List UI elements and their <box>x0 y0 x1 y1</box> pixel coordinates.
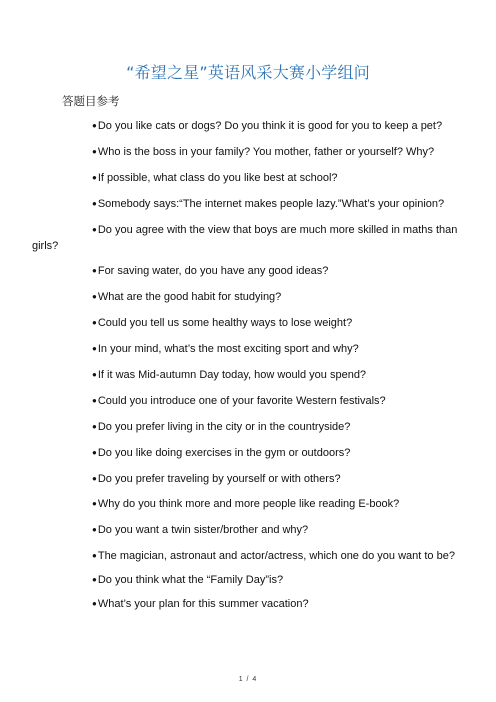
question-text: If possible, what class do you like best at school? <box>97 171 338 184</box>
bullet-icon: ● <box>92 473 97 483</box>
bullet-icon: ● <box>92 266 97 276</box>
question-text: Could you tell us some healthy ways to lose weight? <box>97 317 353 330</box>
question-item <box>32 315 468 331</box>
question-text: Do you agree with the view that boys are much more skilled in maths than girls? <box>32 223 458 252</box>
question-text: Do you like doing exercises in the gym or outdoors? <box>97 446 351 459</box>
question-item <box>32 548 468 564</box>
bullet-icon: ● <box>92 370 97 380</box>
bullet-icon: ● <box>92 575 97 585</box>
question-item <box>32 445 468 461</box>
question-text: What are the good habit for studying? <box>97 291 282 304</box>
bullet-icon: ● <box>92 292 97 302</box>
question-text: In your mind, what’s the most exciting sport and why? <box>97 343 359 356</box>
bullet-icon: ● <box>92 551 97 561</box>
question-item <box>32 263 468 279</box>
question-item <box>32 196 468 212</box>
question-text: Do you want a twin sister/brother and why? <box>97 524 309 537</box>
bullet-icon: ● <box>92 447 97 457</box>
question-item <box>32 496 468 512</box>
question-item <box>32 522 468 538</box>
bullet-icon: ● <box>92 499 97 509</box>
question-item <box>32 341 468 357</box>
question-text: What’s your plan for this summer vacation? <box>97 598 309 611</box>
bullet-icon: ● <box>92 172 97 182</box>
question-item <box>32 596 468 612</box>
bullet-icon: ● <box>92 344 97 354</box>
question-text: Do you think what the “Family Day”is? <box>97 574 284 587</box>
question-item <box>32 170 468 186</box>
question-text: Do you like cats or dogs? Do you think it is good for you to keep a pet? <box>97 120 443 132</box>
bullet-icon: ● <box>92 318 97 328</box>
bullet-icon: ● <box>92 146 97 156</box>
question-item <box>32 118 468 134</box>
question-item <box>32 289 468 305</box>
question-item <box>32 572 468 588</box>
question-list <box>32 118 468 620</box>
question-text: Could you introduce one of your favorite Western festivals? <box>97 394 386 407</box>
question-text: Do you prefer traveling by yourself or with others? <box>97 472 341 485</box>
bullet-icon: ● <box>92 198 97 208</box>
bullet-icon: ● <box>92 421 97 431</box>
question-text: The magician, astronaut and actor/actress, which one do you want to be? <box>97 550 455 563</box>
document-subtitle: 答题目参考 <box>62 94 120 108</box>
question-item <box>32 471 468 487</box>
bullet-icon: ● <box>92 395 97 405</box>
question-item <box>32 144 468 160</box>
question-item <box>32 393 468 409</box>
question-text: Why do you think more and more people like reading E-book? <box>97 498 400 511</box>
bullet-icon: ● <box>92 599 97 609</box>
bullet-icon: ● <box>92 224 97 234</box>
question-item <box>32 367 468 383</box>
bullet-icon: ● <box>92 525 97 535</box>
question-text: For saving water, do you have any good ideas? <box>97 265 329 278</box>
question-text: Do you prefer living in the city or in the countryside? <box>97 420 351 433</box>
question-text: Somebody says:“The internet makes people lazy.”What’s your opinion? <box>97 197 445 210</box>
question-text: Who is the boss in your family? You mother, father or yourself? Why? <box>97 145 435 158</box>
bullet-icon: ● <box>92 121 97 130</box>
document-title: “希望之星”英语风采大赛小学组问 <box>126 63 370 82</box>
page-indicator: 1 / 4 <box>238 676 258 683</box>
question-item <box>32 419 468 435</box>
question-text: If it was Mid-autumn Day today, how would you spend? <box>97 369 367 382</box>
question-item <box>32 222 468 254</box>
